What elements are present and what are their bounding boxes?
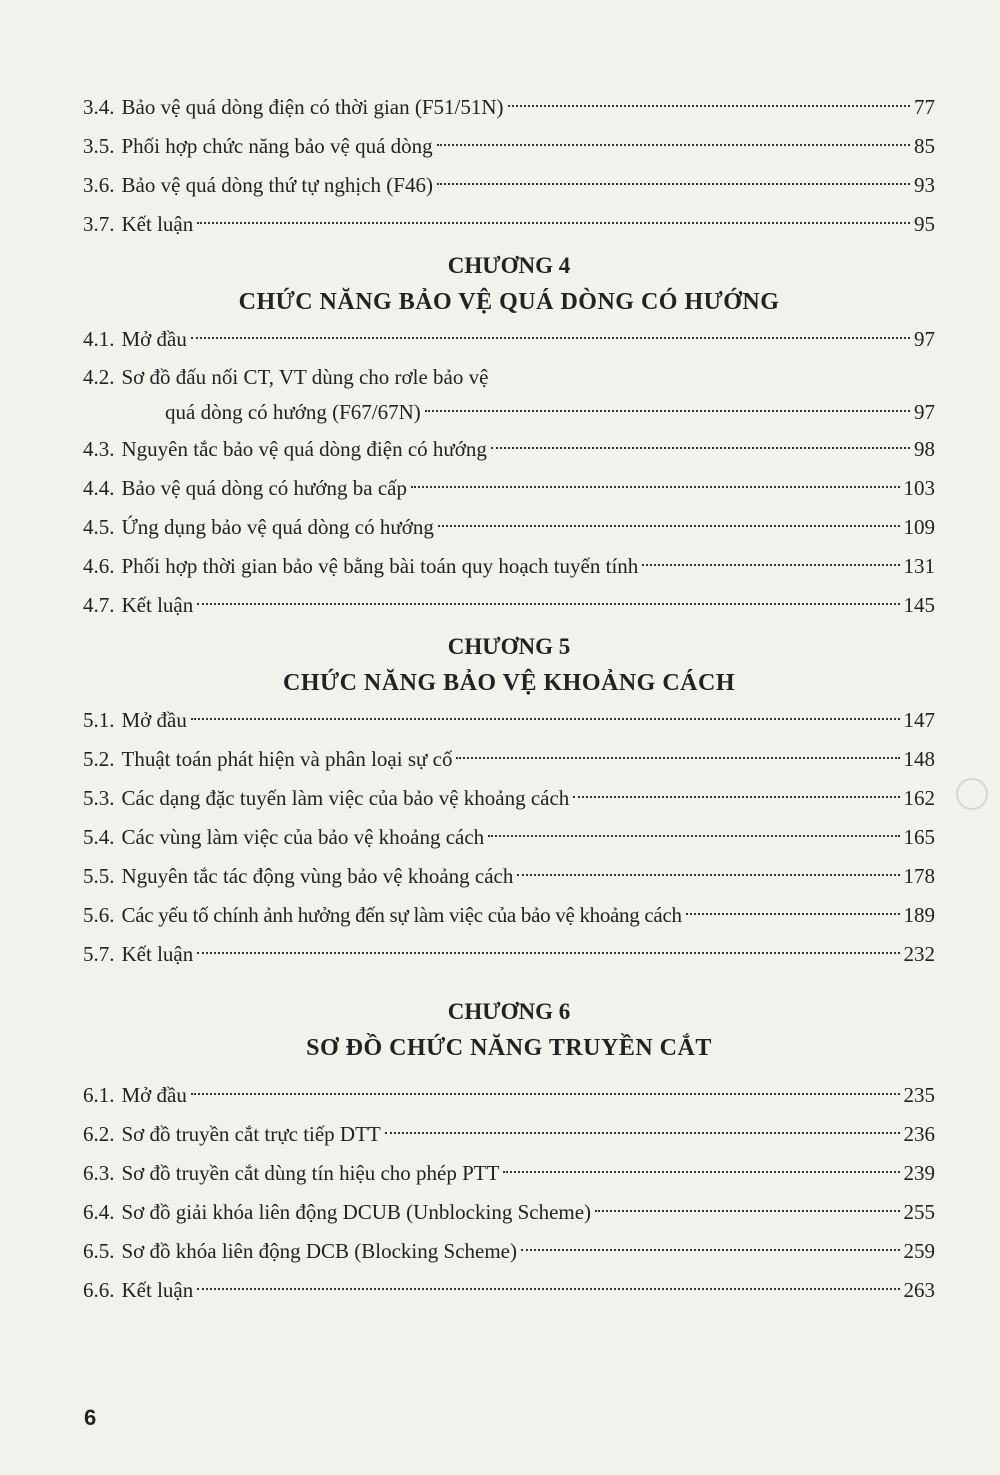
toc-entry: 4.2. Sơ đồ đấu nối CT, VT dùng cho rơle bảo vệ quá dòng có hướng (F67/67N) 97 <box>83 365 935 424</box>
toc-entry: 6.4. Sơ đồ giải khóa liên động DCUB (Unblocking Scheme) 255 <box>83 1200 935 1224</box>
toc-entry: 5.5. Nguyên tắc tác động vùng bảo vệ khoảng cách 178 <box>83 864 935 888</box>
paper-hole-mark <box>956 778 988 810</box>
toc-entry: 5.1. Mở đầu 147 <box>83 708 935 732</box>
toc-entry: 4.6. Phối hợp thời gian bảo vệ bằng bài toán quy hoạch tuyến tính 131 <box>83 554 935 578</box>
chapter-label: CHƯƠNG 6 <box>447 999 571 1024</box>
chapter-label: CHƯƠNG 4 <box>447 253 571 278</box>
toc-entry: 6.5. Sơ đồ khóa liên động DCB (Blocking Scheme) 259 <box>83 1239 935 1263</box>
toc-entry: 4.1. Mở đầu 97 <box>83 327 935 351</box>
toc-entry: 5.3. Các dạng đặc tuyến làm việc của bảo vệ khoảng cách 162 <box>83 786 935 810</box>
toc-entry: 6.6. Kết luận 263 <box>83 1278 935 1302</box>
toc-entry: 5.2. Thuật toán phát hiện và phân loại sự cố 148 <box>83 747 935 771</box>
chapter-title: CHỨC NĂNG BẢO VỆ KHOẢNG CÁCH <box>282 670 735 696</box>
toc-entry: 3.4. Bảo vệ quá dòng điện có thời gian (F51/51N) 77 <box>83 95 935 119</box>
toc-entry: 4.3. Nguyên tắc bảo vệ quá dòng điện có hướng 98 <box>83 437 935 461</box>
toc-entry: 3.5. Phối hợp chức năng bảo vệ quá dòng 85 <box>83 134 935 158</box>
toc-entry: 4.7. Kết luận 145 <box>83 593 935 617</box>
toc-entry: 5.7. Kết luận 232 <box>83 942 935 966</box>
chapter-heading <box>83 248 935 320</box>
toc-entry: 6.2. Sơ đồ truyền cắt trực tiếp DTT 236 <box>83 1122 935 1146</box>
toc-entry: 5.4. Các vùng làm việc của bảo vệ khoảng cách 165 <box>83 825 935 849</box>
toc-entry: 6.1. Mở đầu 235 <box>83 1083 935 1107</box>
toc-entry: 5.6. Các yếu tố chính ảnh hưởng đến sự làm việc của bảo vệ khoảng cách 189 <box>83 903 935 927</box>
chapter-title: SƠ ĐỒ CHỨC NĂNG TRUYỀN CẮT <box>306 1035 712 1061</box>
toc-entry: 3.7. Kết luận 95 <box>83 212 935 236</box>
toc-entry: 4.5. Ứng dụng bảo vệ quá dòng có hướng 109 <box>83 515 935 539</box>
toc-entry: 3.6. Bảo vệ quá dòng thứ tự nghịch (F46) 93 <box>83 173 935 197</box>
table-of-contents <box>83 88 935 1310</box>
toc-entry: 6.3. Sơ đồ truyền cắt dùng tín hiệu cho phép PTT 239 <box>83 1161 935 1185</box>
toc-entry: 4.4. Bảo vệ quá dòng có hướng ba cấp 103 <box>83 476 935 500</box>
chapter-title: CHỨC NĂNG BẢO VỆ QUÁ DÒNG CÓ HƯỚNG <box>238 289 780 315</box>
chapter-heading <box>83 629 935 701</box>
page-number: 6 <box>84 1405 97 1430</box>
chapter-heading <box>83 994 935 1066</box>
chapter-label: CHƯƠNG 5 <box>447 634 571 659</box>
